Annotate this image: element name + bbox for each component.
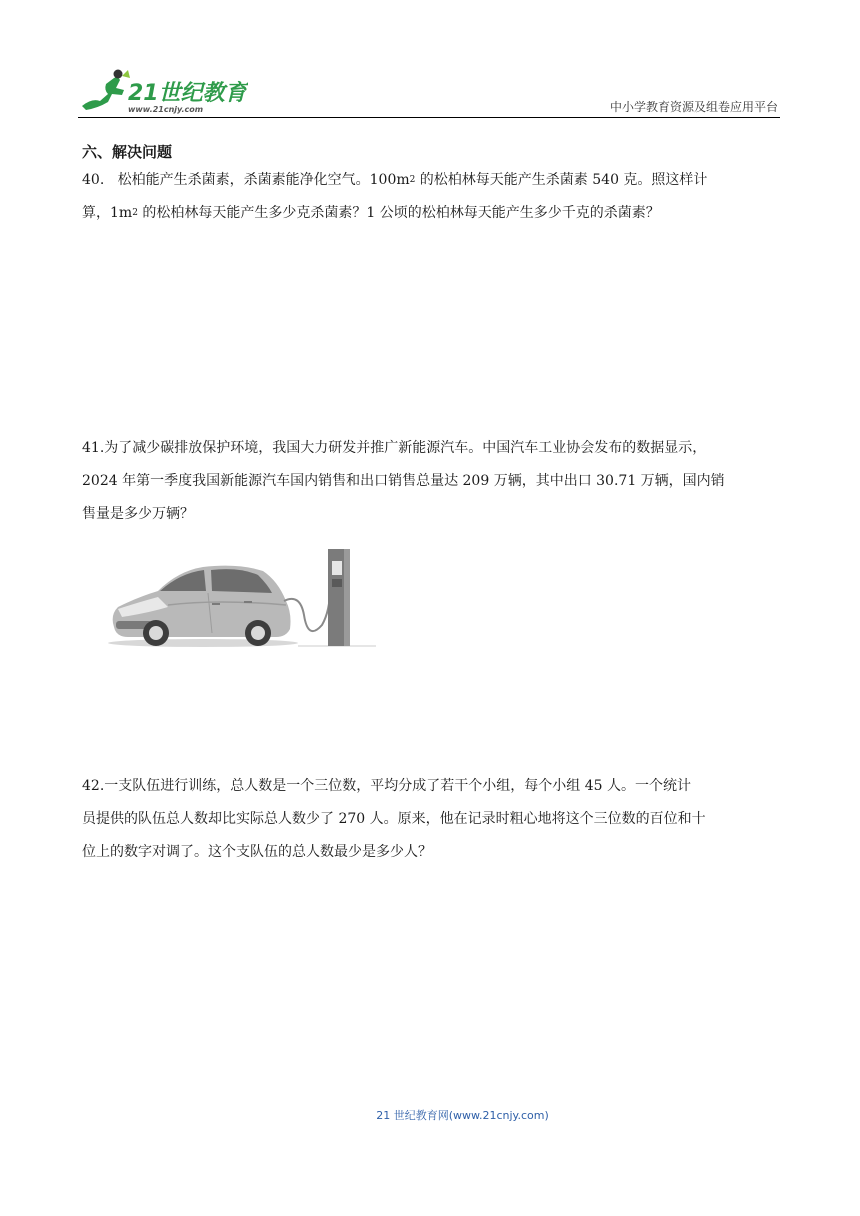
- section-title: 六、解决问题: [82, 143, 173, 161]
- question-40-line-1: 40. 松柏能产生杀菌素，杀菌素能净化空气。$100m^2$ 的松柏林每天能产生杀菌素 540 克。照这样计: [82, 172, 708, 188]
- runner-icon: [82, 70, 130, 111]
- question-42-line-3: 位上的数字对调了。这个支队伍的总人数最少是多少人？: [82, 844, 432, 860]
- electric-car-charging-icon: [108, 545, 378, 650]
- question-42-line-2: 员提供的队伍总人数却比实际总人数少了 270 人。原来，他在记录时粗心地将这个三位数的百位和十: [82, 811, 706, 827]
- svg-text:21世纪教育: 21世纪教育: [128, 81, 247, 106]
- platform-name: 中小学教育资源及组卷应用平台: [609, 100, 778, 114]
- site-logo: [78, 68, 248, 114]
- question-40-line-2: 算，$1m^2$ 的松柏林每天能产生多少克杀菌素？1 公顷的松柏林每天能产生多少千克的杀菌素？: [82, 205, 660, 221]
- question-40: [82, 164, 782, 230]
- question-42-line-1: 42.一支队伍进行训练，总人数是一个三位数，平均分成了若干个小组，每个小组 45 人。一个统计: [82, 778, 691, 794]
- page-footer: 21 世纪教育网(www.21cnjy.com): [376, 1109, 549, 1122]
- header-divider: [78, 117, 780, 118]
- question-41-line-3: 售量是多少万辆？: [82, 506, 194, 522]
- question-42: [82, 770, 782, 869]
- page-header: [0, 0, 860, 130]
- question-41-line-1: 41.为了减少碳排放保护环境，我国大力研发并推广新能源汽车。中国汽车工业协会发布的数据显示，: [82, 440, 707, 456]
- question-41: [82, 432, 782, 531]
- question-41-line-2: 2024 年第一季度我国新能源汽车国内销售和出口销售总量达 209 万辆，其中出口 30.71 万辆，国内销: [82, 473, 725, 489]
- svg-text:www.21cnjy.com: www.21cnjy.com: [128, 105, 204, 114]
